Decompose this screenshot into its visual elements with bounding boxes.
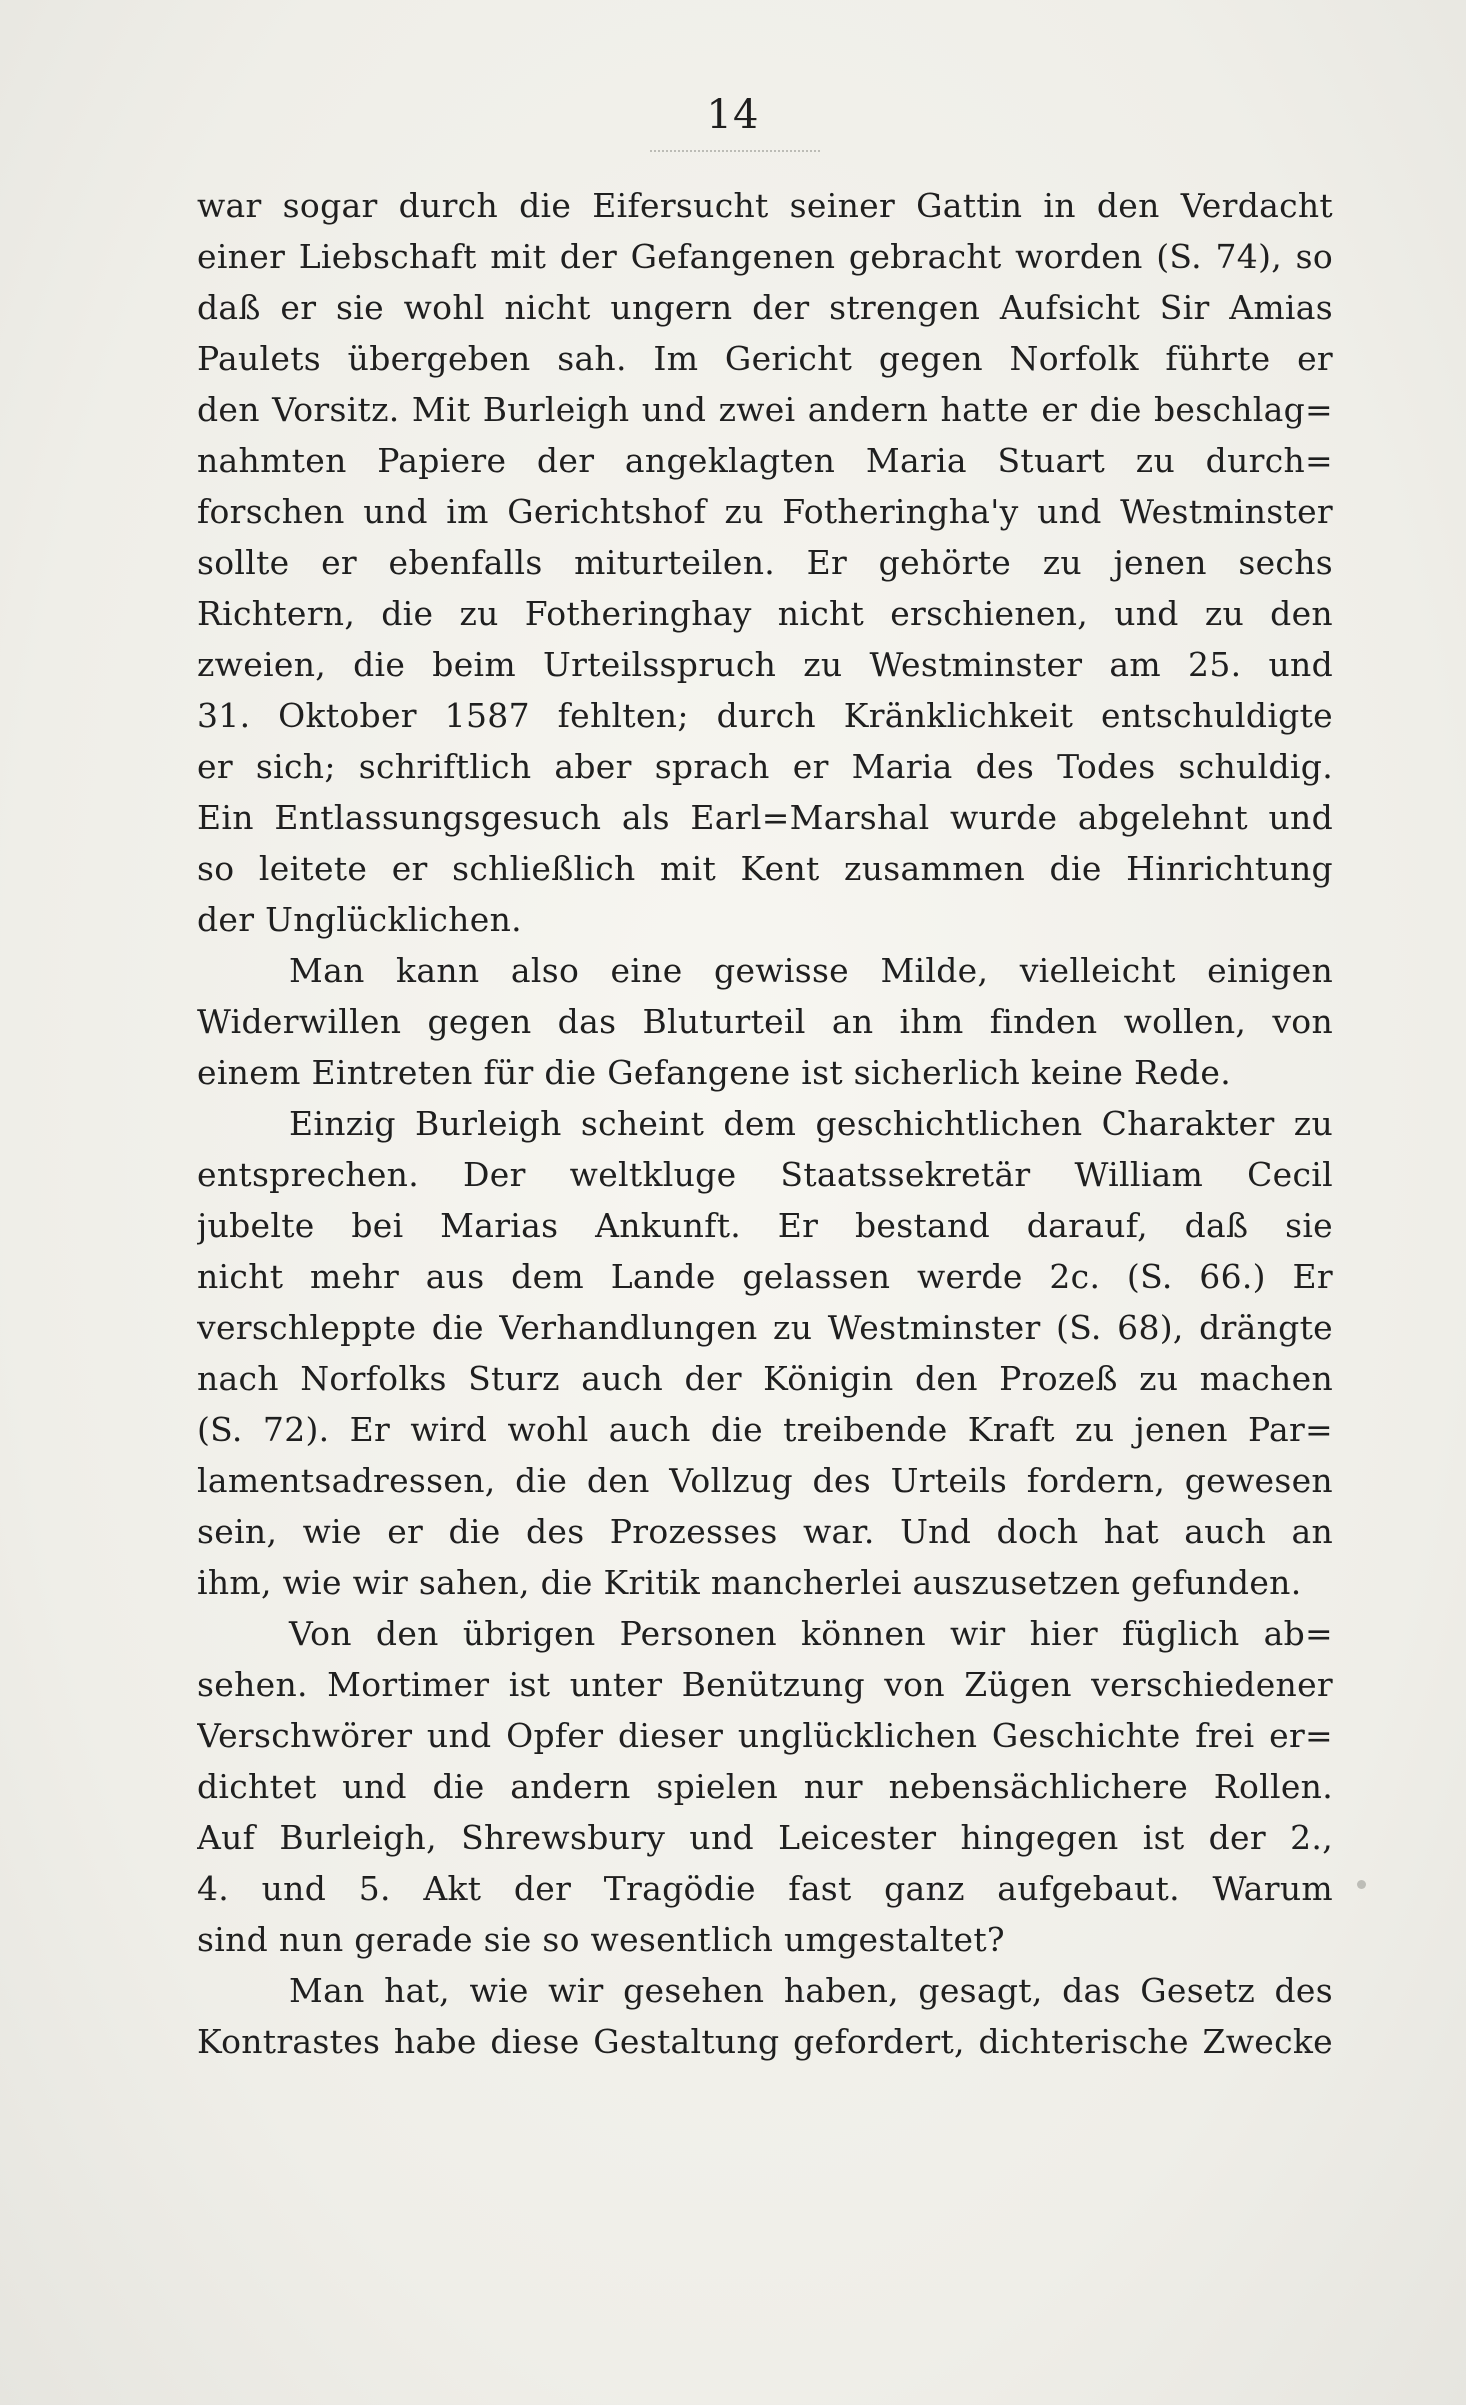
text-line: Paulets übergeben sah. Im Gericht gegen Norfolk führte er <box>197 339 1333 378</box>
text-line: sind nun gerade sie so wesentlich umgestaltet? <box>197 1920 1005 1959</box>
text-line: Man kann also eine gewisse Milde, vielleicht einigen <box>289 951 1333 990</box>
text-line: war sogar durch die Eifersucht seiner Gattin in den Verdacht <box>197 186 1333 225</box>
paragraph <box>197 945 1333 1098</box>
text-line: Widerwillen gegen das Bluturteil an ihm finden wollen, von <box>197 1002 1333 1041</box>
text-line: Verschwörer und Opfer dieser unglücklichen Geschichte frei er= <box>197 1716 1333 1755</box>
text-line: nach Norfolks Sturz auch der Königin den Prozeß zu machen <box>197 1359 1333 1398</box>
text-line: sein, wie er die des Prozesses war. Und doch hat auch an <box>197 1512 1333 1551</box>
text-line: forschen und im Gerichtshof zu Fotheringha'y und Westminster <box>197 492 1333 531</box>
text-line: Kontrastes habe diese Gestaltung gefordert, dichterische Zwecke <box>197 2022 1333 2061</box>
paragraph <box>197 180 1333 945</box>
text-line: 4. und 5. Akt der Tragödie fast ganz aufgebaut. Warum <box>197 1869 1333 1908</box>
text-line: dichtet und die andern spielen nur nebensächlichere Rollen. <box>197 1767 1333 1806</box>
page-number: 14 <box>706 92 760 138</box>
text-line: einer Liebschaft mit der Gefangenen gebracht worden (S. 74), so <box>197 237 1333 276</box>
text-line: Auf Burleigh, Shrewsbury und Leicester hingegen ist der 2., <box>197 1818 1333 1857</box>
text-line: Richtern, die zu Fotheringhay nicht erschienen, und zu den <box>197 594 1333 633</box>
text-line: so leitete er schließlich mit Kent zusammen die Hinrichtung <box>197 849 1333 888</box>
paragraph <box>197 1608 1333 1965</box>
text-line: Man hat, wie wir gesehen haben, gesagt, das Gesetz des <box>289 1971 1333 2010</box>
text-line: sollte er ebenfalls miturteilen. Er gehörte zu jenen sechs <box>197 543 1333 582</box>
text-line: er sich; schriftlich aber sprach er Maria des Todes schuldig. <box>197 747 1333 786</box>
text-line: entsprechen. Der weltkluge Staatssekretär William Cecil <box>197 1155 1333 1194</box>
paragraph <box>197 1965 1333 2067</box>
text-line: den Vorsitz. Mit Burleigh und zwei andern hatte er die beschlag= <box>197 390 1333 429</box>
text-line: verschleppte die Verhandlungen zu Westminster (S. 68), drängte <box>197 1308 1333 1347</box>
paper-spot <box>1357 1880 1366 1889</box>
text-line: lamentsadressen, die den Vollzug des Urteils fordern, gewesen <box>197 1461 1333 1500</box>
text-line: nicht mehr aus dem Lande gelassen werde 2c. (S. 66.) Er <box>197 1257 1333 1296</box>
text-line: der Unglücklichen. <box>197 900 522 939</box>
text-line: zweien, die beim Urteilsspruch zu Westminster am 25. und <box>197 645 1333 684</box>
header-rule <box>650 150 820 152</box>
text-line: ihm, wie wir sahen, die Kritik mancherlei auszusetzen gefunden. <box>197 1563 1302 1602</box>
text-line: Einzig Burleigh scheint dem geschichtlichen Charakter zu <box>289 1104 1333 1143</box>
text-line: Von den übrigen Personen können wir hier füglich ab= <box>289 1614 1333 1653</box>
text-line: sehen. Mortimer ist unter Benützung von Zügen verschiedener <box>197 1665 1333 1704</box>
body-text <box>197 180 1333 2067</box>
text-line: Ein Entlassungsgesuch als Earl=Marshal wurde abgelehnt und <box>197 798 1333 837</box>
text-line: 31. Oktober 1587 fehlten; durch Kränklichkeit entschuldigte <box>197 696 1333 735</box>
text-line: einem Eintreten für die Gefangene ist sicherlich keine Rede. <box>197 1053 1232 1092</box>
text-line: nahmten Papiere der angeklagten Maria Stuart zu durch= <box>197 441 1333 480</box>
paragraph <box>197 1098 1333 1608</box>
text-line: (S. 72). Er wird wohl auch die treibende Kraft zu jenen Par= <box>197 1410 1333 1449</box>
text-line: jubelte bei Marias Ankunft. Er bestand darauf, daß sie <box>197 1206 1333 1245</box>
text-line: daß er sie wohl nicht ungern der strengen Aufsicht Sir Amias <box>197 288 1333 327</box>
